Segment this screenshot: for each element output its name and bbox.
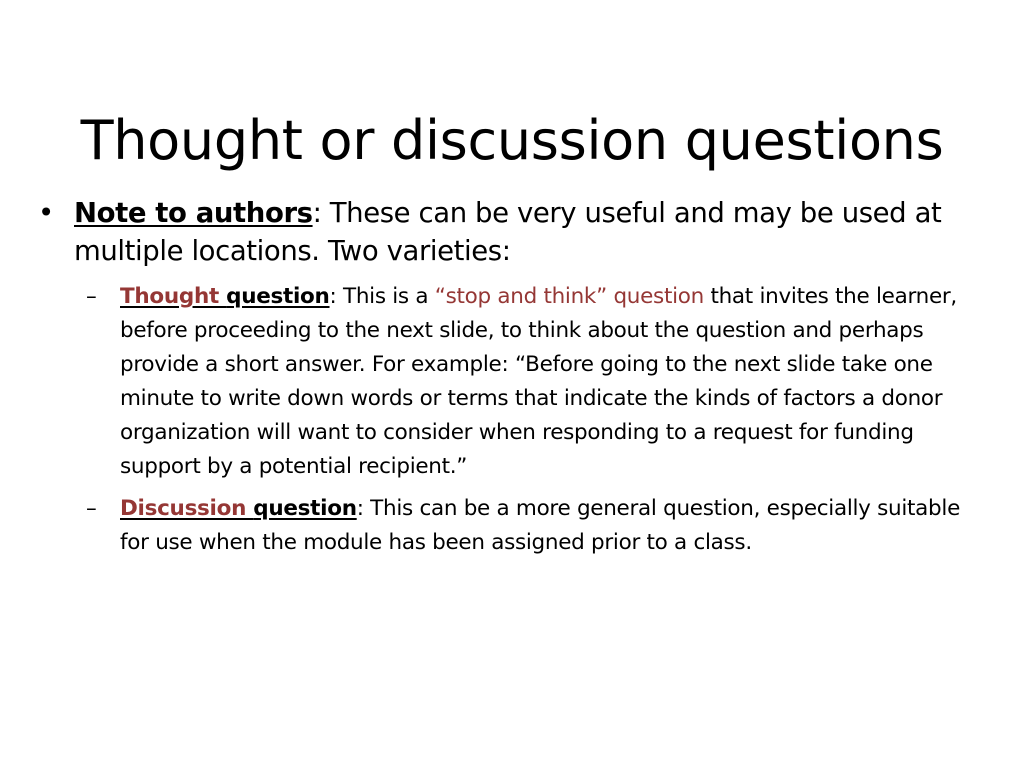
note-to-authors-text: : These can be very useful and may be used at multiple locations. Two varieties: [74, 197, 942, 267]
discussion-text: : This can be a more general question, especially suitable for use when the module has been assigned prior to a class. [120, 496, 960, 555]
subbullet-thought-question [86, 280, 986, 484]
slide-content [36, 194, 986, 560]
note-to-authors-label: Note to authors [74, 197, 313, 229]
thought-question-label [120, 284, 330, 309]
dash-icon: – [86, 496, 97, 521]
stop-and-think-phrase: “stop and think” question [434, 284, 704, 309]
bullet-icon: • [38, 197, 54, 229]
slide-title: Thought or discussion questions [80, 109, 944, 172]
discussion-label-dark: question [253, 496, 357, 521]
thought-text-a: : This is a [329, 284, 435, 309]
bullet-note-to-authors [36, 194, 986, 270]
subbullet-discussion-question [86, 492, 986, 560]
dash-icon: – [86, 284, 97, 309]
thought-label-dark: question [226, 284, 330, 309]
discussion-question-label [120, 496, 357, 521]
thought-label-accent: Thought [120, 284, 227, 309]
discussion-label-accent: Discussion [120, 496, 254, 521]
thought-text-b: that invites the learner, before proceeding to the next slide, to think about the question and perhaps provide a short answer. For example: “Before going to the next slide take one minute to write down words or terms that indicate the kinds of factors a donor organization will want to consider when responding to a request for funding support by a potential recipient.” [120, 284, 957, 479]
